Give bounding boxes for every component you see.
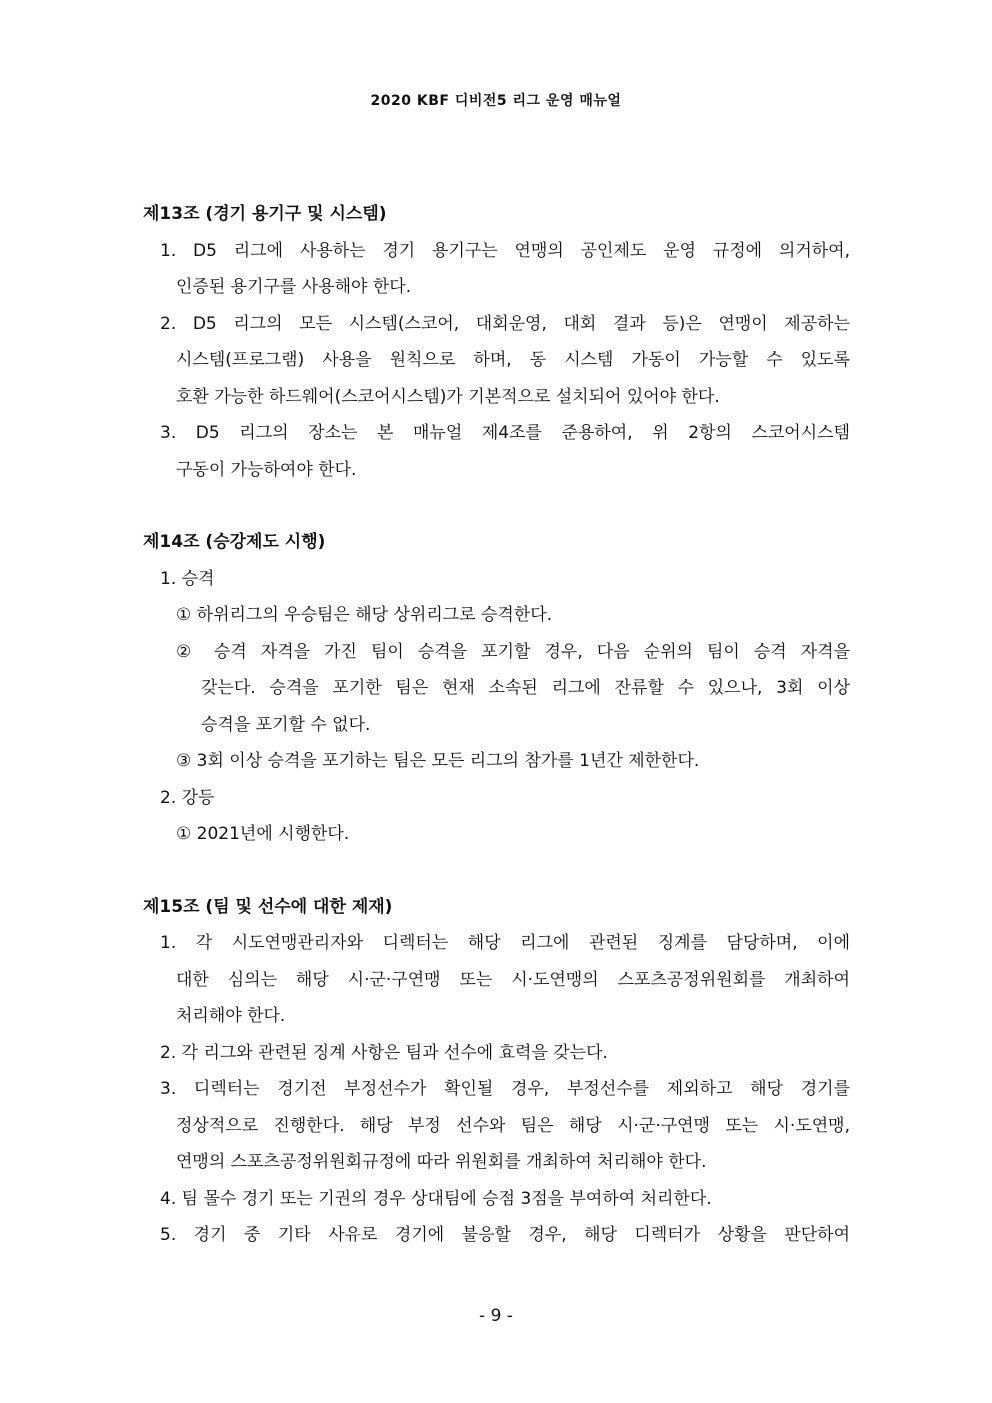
article-15 (143, 889, 850, 1254)
page-number: - 9 - (479, 1306, 513, 1326)
article-14-item-2: 2. 강등 (160, 787, 215, 808)
article-13-item-2: 2. D5 리그의 모든 시스템(스코어, 대회운영, 대회 결과 등)은 연맹이 제공하는 (160, 313, 850, 334)
article-13-item-2-cont: 시스템(프로그램) 사용을 원칙으로 하며, 동 시스템 가동이 가능할 수 있도록 (176, 350, 850, 370)
article-14-subitem-1: ① 하위리그의 우승팀은 해당 상위리그로 승격한다. (176, 605, 553, 625)
article-13-item-3-cont: 구동이 가능하여야 한다. (176, 459, 357, 480)
article-15-item-1-cont: 대한 심의는 해당 시·군·구연맹 또는 시·도연맹의 스포츠공정위원회를 개최하여 (176, 969, 850, 990)
article-14-item-2-subitem-1: ① 2021년에 시행한다. (176, 824, 350, 844)
article-15-item-3: 3. 디렉터는 경기전 부정선수가 확인될 경우, 부정선수를 제외하고 해당 경기를 (160, 1079, 850, 1099)
article-14-subitem-3: ③ 3회 이상 승격을 포기하는 팀은 모든 리그의 참가를 1년간 제한한다. (176, 751, 700, 771)
article-14-subitem-2: ② 승격 자격을 가진 팀이 승격을 포기할 경우, 다음 순위의 팀이 승격 자격을 (176, 641, 850, 662)
document-body (143, 196, 850, 1290)
article-14-subitem-2-cont: 갖는다. 승격을 포기한 팀은 현재 소속된 리그에 잔류할 수 있으나, 3회 이상 (201, 678, 850, 698)
article-13-item-3: 3. D5 리그의 장소는 본 매뉴얼 제4조를 준용하여, 위 2항의 스코어시스템 (160, 423, 850, 443)
article-15-item-5: 5. 경기 중 기타 사유로 경기에 불응할 경우, 해당 디렉터가 상황을 판단하여 (160, 1225, 850, 1245)
article-15-title: 제15조 (팀 및 선수에 대한 제재) (143, 896, 393, 917)
article-15-item-2: 2. 각 리그와 관련된 징계 사항은 팀과 선수에 효력을 갖는다. (160, 1042, 608, 1063)
article-15-item-3-cont: 연맹의 스포츠공정위원회규정에 따라 위원회를 개최하여 처리해야 한다. (176, 1152, 707, 1172)
article-14-subitem-2-cont: 승격을 포기할 수 없다. (201, 714, 371, 735)
article-15-item-1: 1. 각 시도연맹관리자와 디렉터는 해당 리그에 관련된 징계를 담당하며, 이에 (160, 933, 850, 953)
article-13-title: 제13조 (경기 용기구 및 시스템) (143, 204, 387, 224)
article-13 (143, 196, 850, 488)
article-13-item-1-cont: 인증된 용기구를 사용해야 한다. (176, 277, 412, 297)
article-14 (143, 524, 850, 853)
article-14-title: 제14조 (승강제도 시행) (143, 532, 326, 552)
article-14-item-1: 1. 승격 (160, 568, 215, 589)
article-15-item-4: 4. 팀 몰수 경기 또는 기권의 경우 상대팀에 승점 3점을 부여하여 처리한다. (160, 1188, 712, 1209)
article-15-item-1-cont: 처리해야 한다. (176, 1006, 286, 1026)
article-13-item-2-cont: 호환 가능한 하드웨어(스코어시스템)가 기본적으로 설치되어 있어야 한다. (176, 386, 720, 407)
article-15-item-3-cont: 정상적으로 진행한다. 해당 부정 선수와 팀은 해당 시·군·구연맹 또는 시·도연맹, (176, 1115, 850, 1136)
article-13-item-1: 1. D5 리그에 사용하는 경기 용기구는 연맹의 공인제도 운영 규정에 의거하여, (160, 240, 850, 261)
document-header: 2020 KBF 디비전5 리그 운영 매뉴얼 (370, 93, 622, 109)
